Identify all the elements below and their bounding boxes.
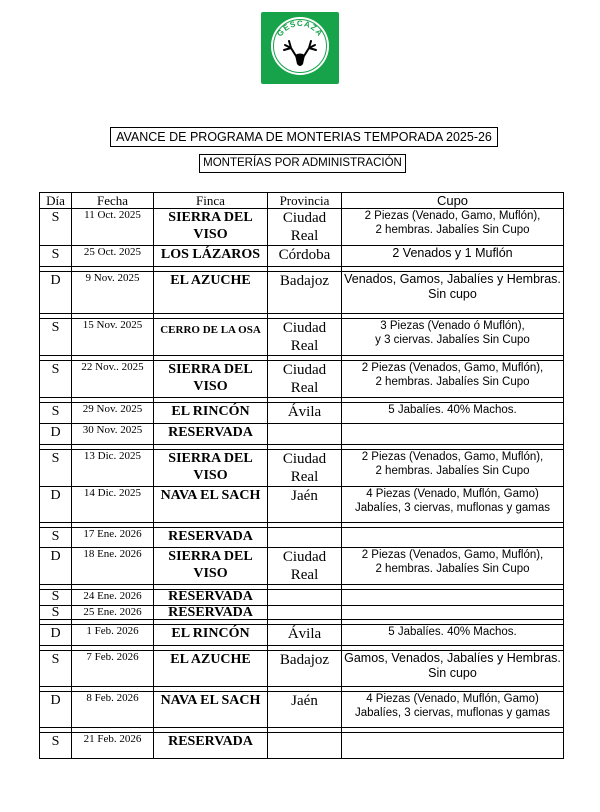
cell-cupo: 2 Piezas (Venado, Gamo, Muflón), 2 hembras. Jabalíes Sin Cupo xyxy=(342,209,564,246)
page-subtitle: MONTERÍAS POR ADMINISTRACIÓN xyxy=(199,154,406,173)
cell-cupo: 4 Piezas (Venado, Muflón, Gamo) Jabalíes, 3 ciervas, muflonas y gamas xyxy=(342,692,564,728)
table-row xyxy=(40,606,564,620)
cell-fecha: 7 Feb. 2026 xyxy=(72,651,154,687)
cell-cupo xyxy=(342,424,564,445)
table-row xyxy=(40,209,564,246)
col-dia: Día xyxy=(40,193,72,209)
table-row xyxy=(40,487,564,523)
cell-fecha: 30 Nov. 2025 xyxy=(72,424,154,445)
cell-cupo: 2 Piezas (Venados, Gamo, Muflón), 2 hembras. Jabalíes Sin Cupo xyxy=(342,450,564,487)
cell-dia: D xyxy=(40,424,72,445)
cell-provincia: Ciudad Real xyxy=(268,361,342,398)
cell-cupo: 2 Piezas (Venados, Gamo, Muflón), 2 hembras. Jabalíes Sin Cupo xyxy=(342,361,564,398)
table-row xyxy=(40,246,564,267)
table-row xyxy=(40,361,564,398)
cell-finca: RESERVADA xyxy=(154,733,268,759)
cell-finca: RESERVADA xyxy=(154,590,268,606)
cell-finca: NAVA EL SACH xyxy=(154,692,268,728)
cell-cupo: 3 Piezas (Venado ó Muflón), y 3 ciervas. Jabalíes Sin Cupo xyxy=(342,319,564,356)
col-finca: Finca xyxy=(154,193,268,209)
cell-fecha: 17 Ene. 2026 xyxy=(72,528,154,548)
cell-dia: S xyxy=(40,361,72,398)
table-row xyxy=(40,403,564,424)
cell-cupo: 4 Piezas (Venado, Muflón, Gamo) Jabalíes, 3 ciervas, muflonas y gamas xyxy=(342,487,564,523)
cell-finca: LOS LÁZAROS xyxy=(154,246,268,267)
table-header xyxy=(40,193,564,209)
cell-dia: D xyxy=(40,692,72,728)
cell-provincia: Ciudad Real xyxy=(268,548,342,585)
cell-fecha: 13 Dic. 2025 xyxy=(72,450,154,487)
cell-dia: S xyxy=(40,209,72,246)
col-cupo: Cupo xyxy=(342,193,564,209)
cell-provincia xyxy=(268,424,342,445)
cell-dia: S xyxy=(40,450,72,487)
cell-provincia xyxy=(268,590,342,606)
cell-dia: S xyxy=(40,590,72,606)
cell-fecha: 24 Ene. 2026 xyxy=(72,590,154,606)
cell-fecha: 8 Feb. 2026 xyxy=(72,692,154,728)
gescaza-logo xyxy=(261,12,339,84)
cell-provincia xyxy=(268,606,342,620)
cell-cupo: 5 Jabalíes. 40% Machos. xyxy=(342,625,564,646)
cell-cupo: 2 Venados y 1 Muflón xyxy=(342,246,564,267)
cell-provincia: Ciudad Real xyxy=(268,450,342,487)
svg-text:GESCAZA: GESCAZA xyxy=(275,18,325,39)
table-row xyxy=(40,450,564,487)
cell-dia: S xyxy=(40,319,72,356)
cell-provincia xyxy=(268,528,342,548)
cell-finca: SIERRA DEL VISO xyxy=(154,209,268,246)
cell-finca: NAVA EL SACH xyxy=(154,487,268,523)
cell-provincia: Badajoz xyxy=(268,272,342,314)
cell-provincia: Ciudad Real xyxy=(268,319,342,356)
table-row xyxy=(40,590,564,606)
program-table xyxy=(39,192,564,759)
table-row xyxy=(40,272,564,314)
cell-finca: SIERRA DEL VISO xyxy=(154,450,268,487)
table-row xyxy=(40,625,564,646)
cell-provincia: Ávila xyxy=(268,625,342,646)
cell-fecha: 29 Nov. 2025 xyxy=(72,403,154,424)
table-row xyxy=(40,733,564,759)
cell-fecha: 1 Feb. 2026 xyxy=(72,625,154,646)
cell-finca: SIERRA DEL VISO xyxy=(154,548,268,585)
cell-cupo xyxy=(342,590,564,606)
cell-fecha: 18 Ene. 2026 xyxy=(72,548,154,585)
cell-fecha: 9 Nov. 2025 xyxy=(72,272,154,314)
cell-dia: S xyxy=(40,651,72,687)
cell-fecha: 22 Nov.. 2025 xyxy=(72,361,154,398)
cell-cupo: 5 Jabalíes. 40% Machos. xyxy=(342,403,564,424)
cell-cupo: 2 Piezas (Venados, Gamo, Muflón), 2 hembras. Jabalíes Sin Cupo xyxy=(342,548,564,585)
col-provincia: Provincia xyxy=(268,193,342,209)
cell-provincia: Ávila xyxy=(268,403,342,424)
cell-provincia: Jaén xyxy=(268,487,342,523)
cell-finca: CERRO DE LA OSA xyxy=(154,319,268,356)
cell-finca: EL RINCÓN xyxy=(154,403,268,424)
table-row xyxy=(40,548,564,585)
cell-fecha: 14 Dic. 2025 xyxy=(72,487,154,523)
cell-cupo: Gamos, Venados, Jabalíes y Hembras. Sin cupo xyxy=(342,651,564,687)
cell-provincia: Ciudad Real xyxy=(268,209,342,246)
cell-cupo xyxy=(342,606,564,620)
cell-finca: SIERRA DEL VISO xyxy=(154,361,268,398)
table-row xyxy=(40,424,564,445)
table-row xyxy=(40,319,564,356)
table-row xyxy=(40,528,564,548)
cell-finca: RESERVADA xyxy=(154,606,268,620)
cell-cupo xyxy=(342,733,564,759)
cell-fecha: 11 Oct. 2025 xyxy=(72,209,154,246)
cell-cupo xyxy=(342,528,564,548)
col-fecha: Fecha xyxy=(72,193,154,209)
cell-finca: RESERVADA xyxy=(154,424,268,445)
cell-provincia: Badajoz xyxy=(268,651,342,687)
cell-fecha: 25 Ene. 2026 xyxy=(72,606,154,620)
cell-finca: EL RINCÓN xyxy=(154,625,268,646)
cell-finca: EL AZUCHE xyxy=(154,651,268,687)
table-row xyxy=(40,692,564,728)
table-row xyxy=(40,651,564,687)
cell-fecha: 25 Oct. 2025 xyxy=(72,246,154,267)
cell-provincia: Córdoba xyxy=(268,246,342,267)
cell-fecha: 15 Nov. 2025 xyxy=(72,319,154,356)
cell-dia: D xyxy=(40,272,72,314)
cell-provincia xyxy=(268,733,342,759)
cell-dia: S xyxy=(40,733,72,759)
cell-finca: EL AZUCHE xyxy=(154,272,268,314)
cell-dia: D xyxy=(40,625,72,646)
cell-cupo: Venados, Gamos, Jabalíes y Hembras. Sin cupo xyxy=(342,272,564,314)
cell-dia: S xyxy=(40,528,72,548)
cell-dia: S xyxy=(40,606,72,620)
cell-dia: D xyxy=(40,487,72,523)
cell-dia: S xyxy=(40,246,72,267)
cell-provincia: Jaén xyxy=(268,692,342,728)
cell-dia: D xyxy=(40,548,72,585)
cell-dia: S xyxy=(40,403,72,424)
cell-fecha: 21 Feb. 2026 xyxy=(72,733,154,759)
page-title: AVANCE DE PROGRAMA DE MONTERIAS TEMPORADA 2025-26 xyxy=(110,127,498,147)
cell-finca: RESERVADA xyxy=(154,528,268,548)
